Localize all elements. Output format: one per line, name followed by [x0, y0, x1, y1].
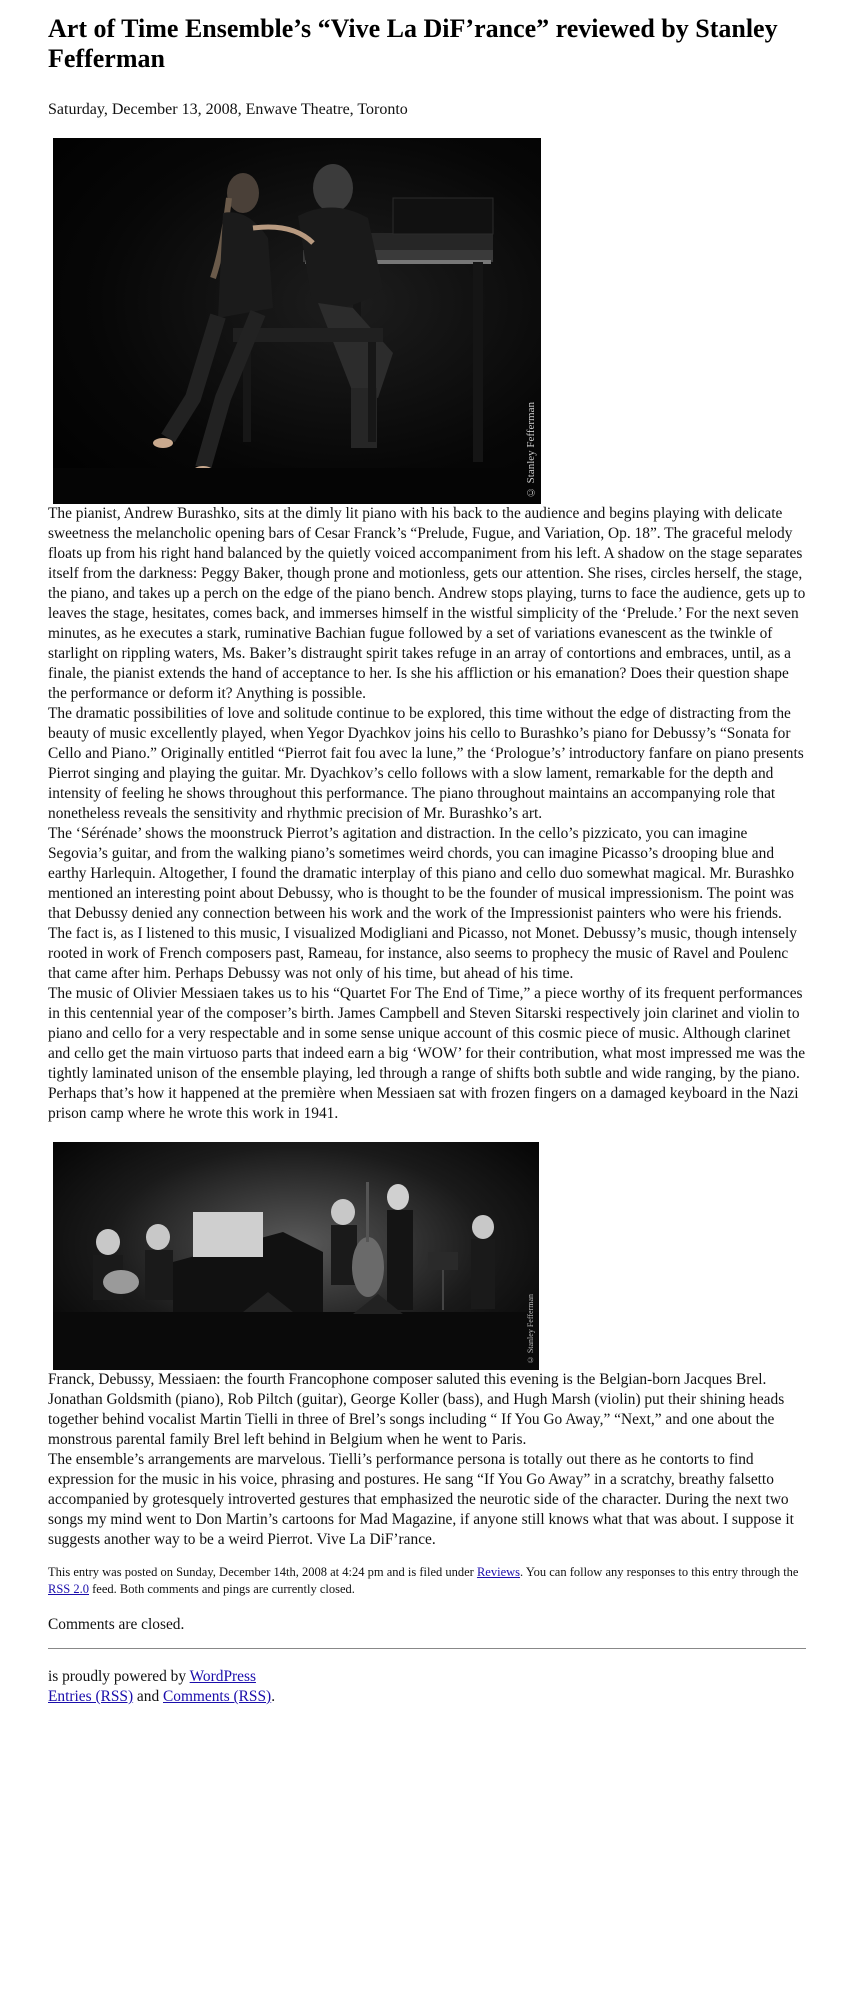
paragraph: Franck, Debussy, Messiaen: the fourth Francophone composer saluted this evening is the Belgian-born Jacques Brel. Jonathan Goldsmith (piano), Rob Piltch (guitar), George Koller (bass), and Hugh Marsh (violin) put their shining heads together behind vocalist Martin Tielli in three of Brel’s songs including “ If You Go Away,” “Next,” and one about the monstrous parental family Brel left behind in Belgium when he went to Paris. [48, 1371, 785, 1448]
wordpress-link[interactable]: WordPress [189, 1668, 256, 1685]
pianist-dancer-photo [53, 138, 541, 504]
powered-by-text: is proudly powered by [48, 1668, 190, 1685]
reviews-category-link[interactable]: Reviews [476, 1565, 521, 1579]
rss-feed-link[interactable]: RSS 2.0 [48, 1582, 89, 1596]
paragraph: The ensemble’s arrangements are marvelous. Tielli’s performance persona is totally out there as he contorts to find expression for the music in his voice, phrasing and postures. He sang “If You Go Away” in a scratchy, breathy falsetto accompanied by grotesquely introverted gestures that emphasized the neurotic side of the character. During the next two songs my mind went to Don Martin’s cartoons for Mad Magazine, if anyone still knows what that was about. I suppose it suggests another way to be a weird Pierrot. Vive La DiF’rance. [48, 1451, 794, 1548]
meta-text: . You can follow any responses to this entry through the [520, 1565, 799, 1579]
photo-credit: © Stanley Fefferman [525, 401, 537, 498]
paragraph: The dramatic possibilities of love and solitude continue to be explored, this time without the edge of distracting from the beauty of music excellently played, when Yegor Dyachkov joins his cello to Burashko’s piano for Debussy’s “Sonata for Cello and Piano.” Originally entitled “Pierrot fait fou avec la lune,” the ‘Prologue’s’ introductory fanfare on piano presents Pierrot singing and playing the guitar. Mr. Dyachkov’s cello follows with a slow lament, remarkable for the depth and intensity of feeling he shows throughout this performance. The piano throughout maintains an accompanying role that nonetheless reveals the sensitivity and rhythmic precision of Mr. Burashko’s art. [48, 705, 804, 822]
paragraph: The music of Olivier Messiaen takes us to his “Quartet For The End of Time,” a piece worthy of its frequent performances in this centennial year of the composer’s birth. James Campbell and Steven Sitarski respectively join clarinet and violin to piano and cello for a very respectable and in some sense unique account of this cosmic piece of music. Although clarinet and cello get the main virtuoso parts that indeed earn a big ‘WOW’ for their contribution, what most impressed me was the tightly laminated unison of the ensemble playing, led through a range of shifts both subtle and wide ranging, by the piano. Perhaps that’s how it happened at the première when Messiaen sat with frozen fingers on a damaged keyboard in the Nazi prison camp where he wrote this work in 1941. [48, 985, 806, 1122]
comments-rss-link[interactable]: Comments (RSS) [163, 1688, 272, 1705]
comments-closed-notice: Comments are closed. [48, 1616, 185, 1633]
post-meta [48, 1564, 806, 1598]
photo-credit: © Stanley Fefferman [526, 1293, 535, 1364]
period-text: . [271, 1688, 276, 1705]
meta-text: feed. Both comments and pings are currently closed. [89, 1582, 355, 1596]
paragraph: The pianist, Andrew Burashko, sits at the dimly lit piano with his back to the audience and begins playing with delicate sweetness the melancholic opening bars of Cesar Franck’s “Prelude, Fugue, and Variation, Op. 18”. The graceful melody floats up from his right hand balanced by the quietly voiced accompaniment from his left. A shadow on the stage separates itself from the darkness: Peggy Baker, though prone and motionless, gets our attention. She rises, circles herself, the stage, the piano, and takes up a perch on the edge of the piano bench. Andrew stops playing, turns to face the audience, gets up to leaves the stage, hesitates, comes back, and immerses himself in the wistful simplicity of the ‘Prelude.’ For the next seven minutes, as he executes a stark, ruminative Bachian fugue followed by a set of variations evanescent as the twinkle of starlight on rippling waters, Ms. Baker’s distraught spirit takes refuge in an array of contortions and embraces, until, as a finale, the pianist extends the hand of acceptance to her. Is she his affliction or his emanation? Does their question shape the performance or deform it? Anything is possible. [48, 505, 806, 702]
ensemble-photo [53, 1142, 539, 1370]
powered-by-line [48, 1667, 806, 1687]
entries-rss-link[interactable]: Entries (RSS) [48, 1688, 134, 1705]
rss-links-line [48, 1687, 806, 1707]
post [48, 14, 806, 1707]
ensemble-illustration [53, 1142, 539, 1370]
post-title: Art of Time Ensemble’s “Vive La DiF’rance” reviewed by Stanley Fefferman [48, 14, 778, 73]
post-dateline: Saturday, December 13, 2008, Enwave Theatre, Toronto [48, 101, 408, 118]
meta-text: This entry was posted on Sunday, December 14th, 2008 at 4:24 pm and is filed under [48, 1565, 477, 1579]
and-text: and [133, 1688, 163, 1705]
paragraph: The ‘Sérénade’ shows the moonstruck Pierrot’s agitation and distraction. In the cello’s pizzicato, you can imagine Segovia’s guitar, and from the walking piano’s sometimes weird chords, you can imagine Picasso’s drooping blue and earthy Harlequin. Altogether, I found the dramatic interplay of this piano and cello duo somewhat magical. Mr. Burashko mentioned an interesting point about Debussy, who is thought to be the founder of musical impressionism. The point was that Debussy denied any connection between his work and the work of the Impressionist painters who were his friends. The fact is, as I listened to this music, I visualized Modigliani and Picasso, not Monet. Debussy’s music, though intensely rooted in work of French composers past, Rameau, for instance, also seems to prophecy the music of Ravel and Poulenc that came after him. Perhaps Debussy was not only of his time, but ahead of his time. [48, 825, 797, 982]
footer-divider [48, 1648, 806, 1649]
pianist-dancer-illustration [53, 138, 541, 504]
site-footer [48, 1667, 806, 1707]
